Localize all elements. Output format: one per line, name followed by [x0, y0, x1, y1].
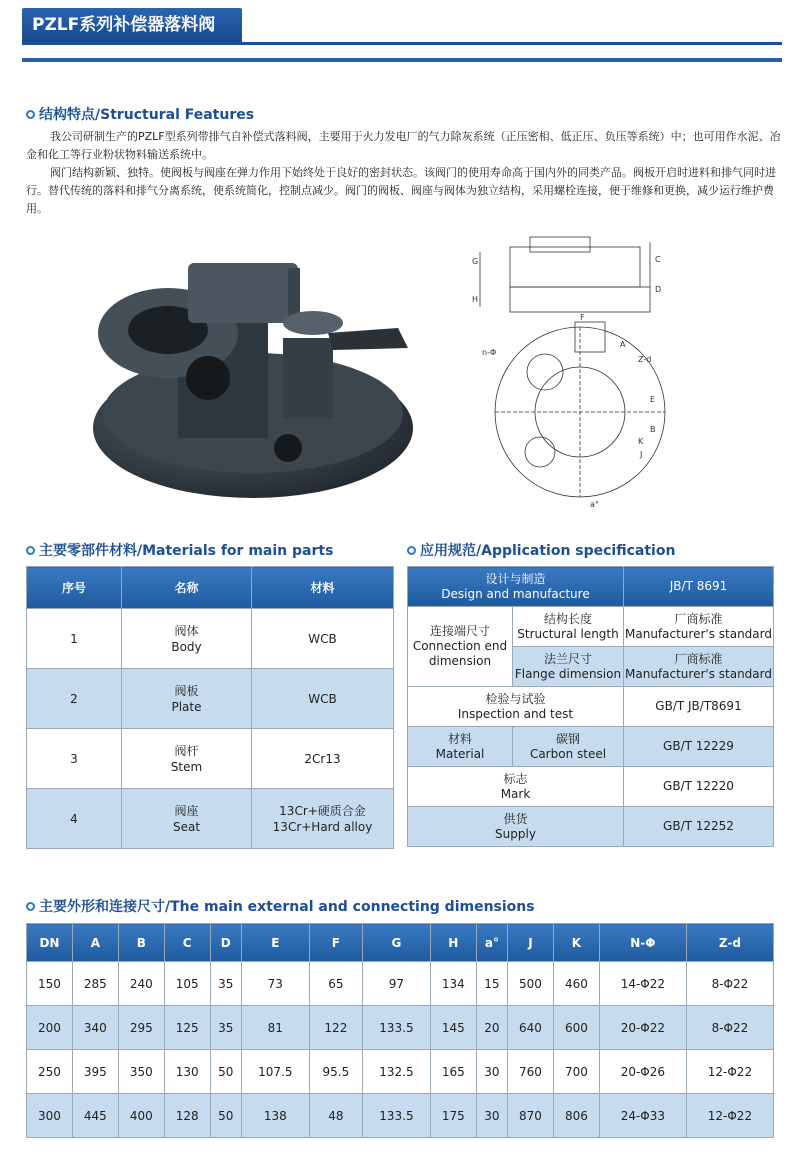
- table-row: [27, 1050, 774, 1094]
- intro-paragraph-2: 阀门结构新颖、独特。使阀板与阀座在弹力作用下始终处于良好的密封状态。该阀门的使用寿命高于国内外的同类产品。阀板开启时进料和排气同时进行。替代传统的落料和排气分离系统，使系统简化，控制点减少。阀门的阀板、阀座与阀体为独立结构，采用螺栓连接，便于维修和更换，减少运行维护费用。: [26, 166, 776, 215]
- dimensions-cell: 81: [241, 1006, 309, 1050]
- table-row: 法兰尺寸 Flange dimension 厂商标准 Manufacturer's standard: [408, 647, 774, 687]
- page-title: PZLF系列补偿器落料阀: [22, 8, 242, 42]
- drawing-label: F: [580, 313, 585, 322]
- dimensions-header: D: [210, 924, 241, 962]
- dimensions-cell: 97: [362, 962, 430, 1006]
- application-spec-table: 设计与制造 Design and manufacture JB/T 8691 连接端尺寸 Connection end dimension 结构长度 Structural length 厂商标准 Manufacturer's standard 法兰尺寸 Flange dimension 厂商标准 Manufacturer's standard 检验与试验 Inspection and test GB/T JB/T8691 材料 Material 碳钢 Carbon steel GB/T 12229 标志 Mark GB/T 12220 供货 Supply GB/T 12252: [407, 566, 774, 847]
- dimensions-header: B: [118, 924, 164, 962]
- dimension-drawing: [470, 232, 670, 512]
- section-application-heading: 应用规范/Application specification: [407, 540, 675, 560]
- table-row: [27, 962, 774, 1006]
- drawing-label: C: [655, 255, 661, 264]
- table-row: 2 阀板 Plate WCB: [27, 669, 394, 729]
- dimensions-cell: 350: [118, 1050, 164, 1094]
- drawing-label: J: [640, 450, 643, 459]
- dimensions-cell: 73: [241, 962, 309, 1006]
- dimensions-cell: 806: [553, 1094, 599, 1138]
- table-row: 材料 Material 碳钢 Carbon steel GB/T 12229: [408, 727, 774, 767]
- materials-table: [26, 566, 394, 849]
- dimensions-header: C: [164, 924, 210, 962]
- dimensions-header: N-Φ: [599, 924, 686, 962]
- dimensions-cell: 640: [508, 1006, 554, 1050]
- dimensions-header: Z-d: [686, 924, 773, 962]
- table-row: 标志 Mark GB/T 12220: [408, 767, 774, 807]
- table-row: 3 阀杆 Stem 2Cr13: [27, 729, 394, 789]
- section-materials-heading: 主要零部件材料/Materials for main parts: [26, 540, 333, 560]
- dimensions-cell: 30: [476, 1050, 507, 1094]
- dimensions-cell: 400: [118, 1094, 164, 1138]
- drawing-label: E: [650, 395, 656, 404]
- title-rule: [22, 42, 782, 45]
- dimensions-cell: 760: [508, 1050, 554, 1094]
- dimensions-cell: 250: [27, 1050, 73, 1094]
- drawing-label: n-Φ: [482, 348, 497, 357]
- dimensions-cell: 50: [210, 1094, 241, 1138]
- dimensions-cell: 300: [27, 1094, 73, 1138]
- dimensions-cell: 133.5: [362, 1094, 430, 1138]
- dimensions-header: E: [241, 924, 309, 962]
- dimensions-cell: 500: [508, 962, 554, 1006]
- dimensions-cell: 600: [553, 1006, 599, 1050]
- dimensions-cell: 133.5: [362, 1006, 430, 1050]
- intro-text: [26, 128, 781, 218]
- dimensions-cell: 12-Φ22: [686, 1050, 773, 1094]
- table-row: [27, 1094, 774, 1138]
- dimensions-cell: 35: [210, 962, 241, 1006]
- dimensions-cell: 240: [118, 962, 164, 1006]
- dimensions-cell: 14-Φ22: [599, 962, 686, 1006]
- materials-header: 序号: [27, 567, 122, 609]
- dimensions-header: G: [362, 924, 430, 962]
- dimensions-header: K: [553, 924, 599, 962]
- table-row: 检验与试验 Inspection and test GB/T JB/T8691: [408, 687, 774, 727]
- dimensions-cell: 50: [210, 1050, 241, 1094]
- dimensions-cell: 150: [27, 962, 73, 1006]
- dimensions-cell: 8-Φ22: [686, 1006, 773, 1050]
- dimensions-header: DN: [27, 924, 73, 962]
- dimensions-cell: 125: [164, 1006, 210, 1050]
- dimensions-cell: 20-Φ26: [599, 1050, 686, 1094]
- dimensions-cell: 700: [553, 1050, 599, 1094]
- bullet-icon: [26, 902, 35, 911]
- dimensions-cell: 340: [72, 1006, 118, 1050]
- dimensions-cell: 130: [164, 1050, 210, 1094]
- table-row: 4 阀座 Seat 13Cr+硬质合金 13Cr+Hard alloy: [27, 789, 394, 849]
- dimensions-cell: 122: [309, 1006, 362, 1050]
- title-rule-secondary: [22, 58, 782, 62]
- dimensions-cell: 295: [118, 1006, 164, 1050]
- dimensions-cell: 285: [72, 962, 118, 1006]
- drawing-label: H: [472, 295, 479, 304]
- materials-header: 材料: [252, 567, 394, 609]
- materials-header: 名称: [122, 567, 252, 609]
- dimensions-cell: 35: [210, 1006, 241, 1050]
- dimensions-cell: 12-Φ22: [686, 1094, 773, 1138]
- dimensions-header: A: [72, 924, 118, 962]
- drawing-label: B: [650, 425, 656, 434]
- dimensions-cell: 445: [72, 1094, 118, 1138]
- bullet-icon: [26, 110, 35, 119]
- dimensions-header: F: [309, 924, 362, 962]
- dimensions-cell: 20: [476, 1006, 507, 1050]
- dimensions-header: a°: [476, 924, 507, 962]
- dimensions-header: J: [508, 924, 554, 962]
- dimensions-cell: 138: [241, 1094, 309, 1138]
- dimensions-cell: 105: [164, 962, 210, 1006]
- dimensions-cell: 15: [476, 962, 507, 1006]
- bullet-icon: [407, 546, 416, 555]
- dimensions-cell: 134: [430, 962, 476, 1006]
- dimensions-cell: 395: [72, 1050, 118, 1094]
- dimensions-cell: 132.5: [362, 1050, 430, 1094]
- dimensions-cell: 20-Φ22: [599, 1006, 686, 1050]
- section-dimensions-heading: 主要外形和连接尺寸/The main external and connecting dimensions: [26, 896, 535, 916]
- dimensions-cell: 107.5: [241, 1050, 309, 1094]
- table-row: 连接端尺寸 Connection end dimension 结构长度 Structural length 厂商标准 Manufacturer's standard: [408, 607, 774, 647]
- table-row: [27, 1006, 774, 1050]
- drawing-label: A: [620, 340, 626, 349]
- dimensions-cell: 30: [476, 1094, 507, 1138]
- drawing-label: D: [655, 285, 662, 294]
- dimensions-cell: 128: [164, 1094, 210, 1138]
- dimensions-cell: 24-Φ33: [599, 1094, 686, 1138]
- dimensions-cell: 8-Φ22: [686, 962, 773, 1006]
- dimensions-cell: 165: [430, 1050, 476, 1094]
- bullet-icon: [26, 546, 35, 555]
- dimensions-table: [26, 923, 774, 1138]
- dimensions-cell: 145: [430, 1006, 476, 1050]
- dimensions-cell: 460: [553, 962, 599, 1006]
- section-features-heading: 结构特点/Structural Features: [26, 104, 254, 124]
- drawing-label: a°: [590, 500, 599, 509]
- drawing-label: Z-d: [638, 355, 652, 364]
- dimensions-cell: 48: [309, 1094, 362, 1138]
- table-row: 1 阀体 Body WCB: [27, 609, 394, 669]
- dimensions-cell: 200: [27, 1006, 73, 1050]
- dimensions-cell: 65: [309, 962, 362, 1006]
- drawing-label: G: [472, 257, 479, 266]
- dimensions-cell: 95.5: [309, 1050, 362, 1094]
- table-row: 供货 Supply GB/T 12252: [408, 807, 774, 847]
- valve-photo: [78, 238, 428, 510]
- intro-paragraph-1: 我公司研制生产的PZLF型系列带排气自补偿式落料阀，主要用于火力发电厂的气力除灰系统（正压密相、低正压、负压等系统）中；也可用作水泥、冶金和化工等行业粉状物料输送系统中。: [26, 130, 781, 161]
- dimensions-cell: 870: [508, 1094, 554, 1138]
- dimensions-cell: 175: [430, 1094, 476, 1138]
- drawing-label: K: [638, 437, 644, 446]
- dimensions-header: H: [430, 924, 476, 962]
